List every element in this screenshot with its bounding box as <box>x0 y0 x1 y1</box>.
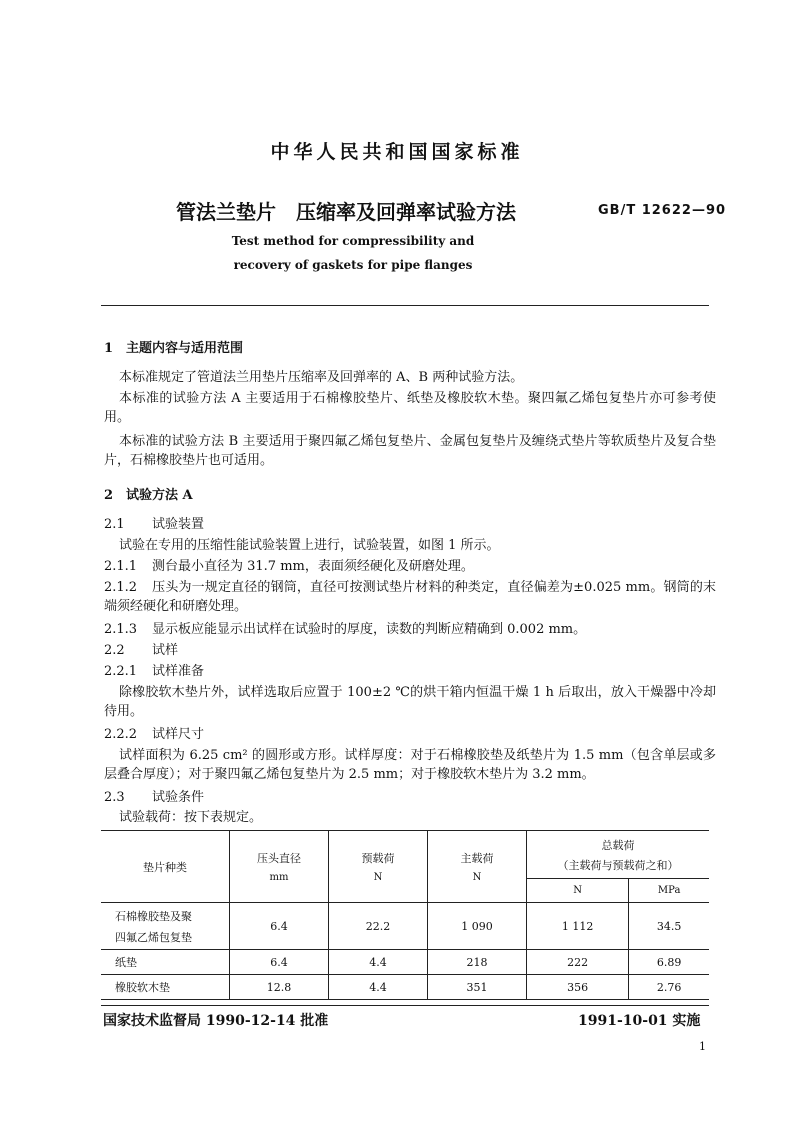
clause-2-2-title: 试样 <box>152 643 179 658</box>
cell-total-n: 356 <box>527 975 629 1000</box>
clause-2-2-number: 2.2 <box>104 643 125 658</box>
clause-2-1-1-text: 测台最小直径为 31.7 mm，表面须经硬化及研磨处理。 <box>152 559 474 574</box>
section-2-title: 试验方法 A <box>126 488 193 503</box>
page-number: 1 <box>699 1040 706 1053</box>
clause-2-1-2-number: 2.1.2 <box>104 580 138 595</box>
test-load-table <box>101 830 709 1000</box>
cell-gasket-type: 纸垫 <box>101 950 230 975</box>
clause-2-1-3 <box>104 620 716 639</box>
clause-2-1-1 <box>104 557 716 576</box>
cell-total-n: 1 112 <box>527 903 629 950</box>
english-title-line-1: Test method for compressibility and <box>231 234 475 248</box>
clause-2-2-heading <box>104 641 716 660</box>
section-1-number: 1 <box>104 341 114 356</box>
cell-head-diameter: 12.8 <box>230 975 329 1000</box>
clause-2-3-text: 试验载荷：按下表规定。 <box>119 810 263 825</box>
cell-total-mpa: 2.76 <box>629 975 709 1000</box>
header-main-load: 主载荷 N <box>428 831 527 903</box>
section-1-title: 主题内容与适用范围 <box>126 341 244 356</box>
section-1-paragraph-1: 本标准规定了管道法兰用垫片压缩率及回弹率的 A、B 两种试验方法。 <box>119 370 524 385</box>
table-row <box>101 975 709 1000</box>
cell-preload: 4.4 <box>329 950 428 975</box>
clause-2-3-heading <box>104 788 716 807</box>
clause-2-1-title: 试验装置 <box>152 517 205 532</box>
clause-2-2-2-text: 试样面积为 6.25 cm² 的圆形或方形。试样厚度：对于石棉橡胶垫及纸垫片为 1.5 mm（包含单层或多层叠合厚度）；对于聚四氟乙烯包复垫片为 2.5 mm；对于橡胶软木垫片为 3.2 mm。 <box>104 748 716 782</box>
clause-2-2-1-text: 除橡胶软木垫片外，试样选取后应置于 100±2 ℃的烘干箱内恒温干燥 1 h 后取出，放入干燥器中冷却待用。 <box>104 685 716 719</box>
cell-preload: 4.4 <box>329 975 428 1000</box>
clause-2-1-number: 2.1 <box>104 517 125 532</box>
cell-gasket-type: 橡胶软木垫 <box>101 975 230 1000</box>
table-row <box>101 903 709 950</box>
approval-statement: 国家技术监督局 1990-12-14 批准 <box>103 1013 329 1029</box>
cell-main-load: 1 090 <box>428 903 527 950</box>
header-total-n: N <box>527 879 629 903</box>
clause-2-1-1-number: 2.1.1 <box>104 559 138 574</box>
cell-total-mpa: 6.89 <box>629 950 709 975</box>
header-head-diameter: 压头直径 mm <box>230 831 329 903</box>
clause-2-2-2-heading <box>104 725 716 744</box>
cell-preload: 22.2 <box>329 903 428 950</box>
cell-head-diameter: 6.4 <box>230 950 329 975</box>
document-title: 管法兰垫片 压缩率及回弹率试验方法 <box>176 200 516 224</box>
section-1-paragraph-2: 本标准的试验方法 A 主要适用于石棉橡胶垫片、纸垫及橡胶软木垫。聚四氟乙烯包复垫片亦可参考使用。 <box>104 391 716 425</box>
cell-gasket-type: 石棉橡胶垫及聚 四氟乙烯包复垫 <box>101 903 230 950</box>
clause-2-2-2-title: 试样尺寸 <box>152 727 205 742</box>
clause-2-2-1-number: 2.2.1 <box>104 664 138 679</box>
cell-main-load: 351 <box>428 975 527 1000</box>
standard-number: GB/T 12622—90 <box>598 203 727 218</box>
footer-divider <box>101 1005 709 1006</box>
clause-2-1-2-text: 压头为一规定直径的钢筒，直径可按测试垫片材料的种类定，直径偏差为±0.025 mm。钢筒的末端须经硬化和研磨处理。 <box>104 580 716 614</box>
cell-total-n: 222 <box>527 950 629 975</box>
header-divider <box>101 305 709 306</box>
clause-2-3-number: 2.3 <box>104 790 125 805</box>
clause-2-1-text: 试验在专用的压缩性能试验装置上进行，试验装置，如图 1 所示。 <box>119 538 500 553</box>
clause-2-1-3-text: 显示板应能显示出试样在试验时的厚度，读数的判断应精确到 0.002 mm。 <box>152 622 587 637</box>
clause-2-2-2-number: 2.2.2 <box>104 727 138 742</box>
standard-org-title: 中华人民共和国国家标准 <box>270 141 524 163</box>
header-total-mpa: MPa <box>629 879 709 903</box>
clause-2-1-heading <box>104 515 716 534</box>
cell-total-mpa: 34.5 <box>629 903 709 950</box>
clause-2-2-1-heading <box>104 662 716 681</box>
english-title-line-2: recovery of gaskets for pipe flanges <box>233 258 473 272</box>
section-2-heading <box>104 484 193 503</box>
section-2-number: 2 <box>104 488 114 503</box>
clause-2-1-3-number: 2.1.3 <box>104 622 138 637</box>
cell-main-load: 218 <box>428 950 527 975</box>
table-row <box>101 950 709 975</box>
section-1-paragraph-3: 本标准的试验方法 B 主要适用于聚四氟乙烯包复垫片、金属包复垫片及缠绕式垫片等软质垫片及复合垫片，石棉橡胶垫片也可适用。 <box>104 434 716 468</box>
cell-head-diameter: 6.4 <box>230 903 329 950</box>
header-preload: 预载荷 N <box>329 831 428 903</box>
effective-date: 1991-10-01 实施 <box>578 1013 701 1029</box>
section-1-heading <box>104 337 243 356</box>
clause-2-1-2 <box>104 578 716 616</box>
clause-2-3-title: 试验条件 <box>152 790 205 805</box>
clause-2-2-1-title: 试样准备 <box>152 664 205 679</box>
header-gasket-type: 垫片种类 <box>101 831 230 903</box>
header-total-load: 总载荷 （主载荷与预载荷之和） <box>527 831 710 879</box>
